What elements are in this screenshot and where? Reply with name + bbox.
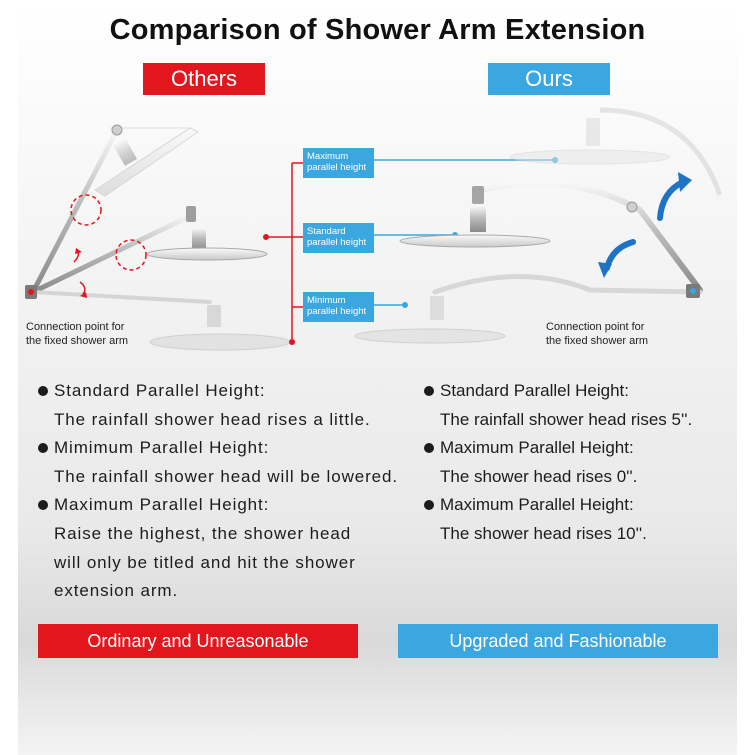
others-min-neck xyxy=(207,305,221,327)
ours-min-arm xyxy=(435,276,700,292)
bullet-icon xyxy=(424,500,434,510)
page-title: Comparison of Shower Arm Extension xyxy=(109,14,646,46)
others-lower-arm xyxy=(33,292,210,302)
ours-standard-head-icon xyxy=(400,235,550,247)
connection-left-line1: Connection point for xyxy=(26,321,125,333)
ours-point-detail: The shower head rises 10''. xyxy=(440,523,647,543)
others-top-joint xyxy=(112,125,122,135)
ours-swivel xyxy=(472,186,484,204)
ours-point-heading: Standard Parallel Height: xyxy=(424,377,692,406)
others-point-heading: Mimimum Parallel Height: xyxy=(38,434,398,463)
callout-minimum-line1: Minimum xyxy=(307,295,346,306)
others-illustration xyxy=(25,125,290,350)
others-min-head-icon xyxy=(150,334,290,350)
bullet-icon xyxy=(38,500,48,510)
others-point-heading: Maximum Parallel Height: xyxy=(38,491,398,520)
bullet-icon xyxy=(38,443,48,453)
others-standard-head-icon xyxy=(147,248,267,260)
bullet-icon xyxy=(38,386,48,396)
others-connector-dot xyxy=(28,289,34,295)
callout-maximum-line2: parallel height xyxy=(307,162,367,173)
callout-standard-line1: Standard xyxy=(307,226,346,237)
connection-right-line2: the fixed shower arm xyxy=(546,335,649,347)
callout-maximum-line1: Maximum xyxy=(307,151,349,162)
others-point-detail: will only be titled and hit the shower xyxy=(54,552,356,572)
connection-label-left xyxy=(26,320,128,348)
ours-point-heading: Maximum Parallel Height: xyxy=(424,434,692,463)
bullet-icon xyxy=(424,386,434,396)
shower-illustration xyxy=(0,0,755,370)
ours-connector-dot xyxy=(690,288,696,294)
connection-right-line1: Connection point for xyxy=(546,321,645,333)
others-tag: Others xyxy=(143,63,265,95)
ours-illustration xyxy=(355,110,720,343)
ours-min-head-icon xyxy=(355,329,505,343)
ours-neck xyxy=(470,206,486,232)
others-point-heading: Standard Parallel Height: xyxy=(38,377,398,406)
ours-min-neck xyxy=(430,296,444,320)
others-point-detail: The rainfall shower head will be lowered. xyxy=(54,466,399,486)
callout-minimum xyxy=(303,292,374,322)
connection-label-right xyxy=(546,320,648,348)
others-point-detail: The rainfall shower head rises a little. xyxy=(54,409,371,429)
callout-standard xyxy=(303,223,374,253)
bullet-icon xyxy=(424,443,434,453)
others-upper-arm xyxy=(33,130,117,292)
ours-point-detail: The shower head rises 0''. xyxy=(440,466,638,486)
ordinary-label: Ordinary and Unreasonable xyxy=(38,624,358,658)
callout-minimum-line2: parallel height xyxy=(307,306,367,317)
others-point-detail: Raise the highest, the shower head xyxy=(54,523,352,543)
others-swivel xyxy=(186,206,196,222)
ours-points xyxy=(424,377,692,549)
connection-left-line2: the fixed shower arm xyxy=(26,335,129,347)
others-points xyxy=(38,377,398,606)
ours-tag: Ours xyxy=(488,63,610,95)
others-arrow-down-icon xyxy=(80,282,85,294)
ours-point-detail: The rainfall shower head rises 5''. xyxy=(440,409,693,429)
ours-joint xyxy=(627,202,637,212)
others-neck xyxy=(192,228,206,250)
callout-maximum xyxy=(303,148,374,178)
ours-point-heading: Maximum Parallel Height: xyxy=(424,491,692,520)
callout-standard-line2: parallel height xyxy=(307,237,367,248)
upgraded-label: Upgraded and Fashionable xyxy=(398,624,718,658)
others-point-detail: extension arm. xyxy=(54,581,179,601)
